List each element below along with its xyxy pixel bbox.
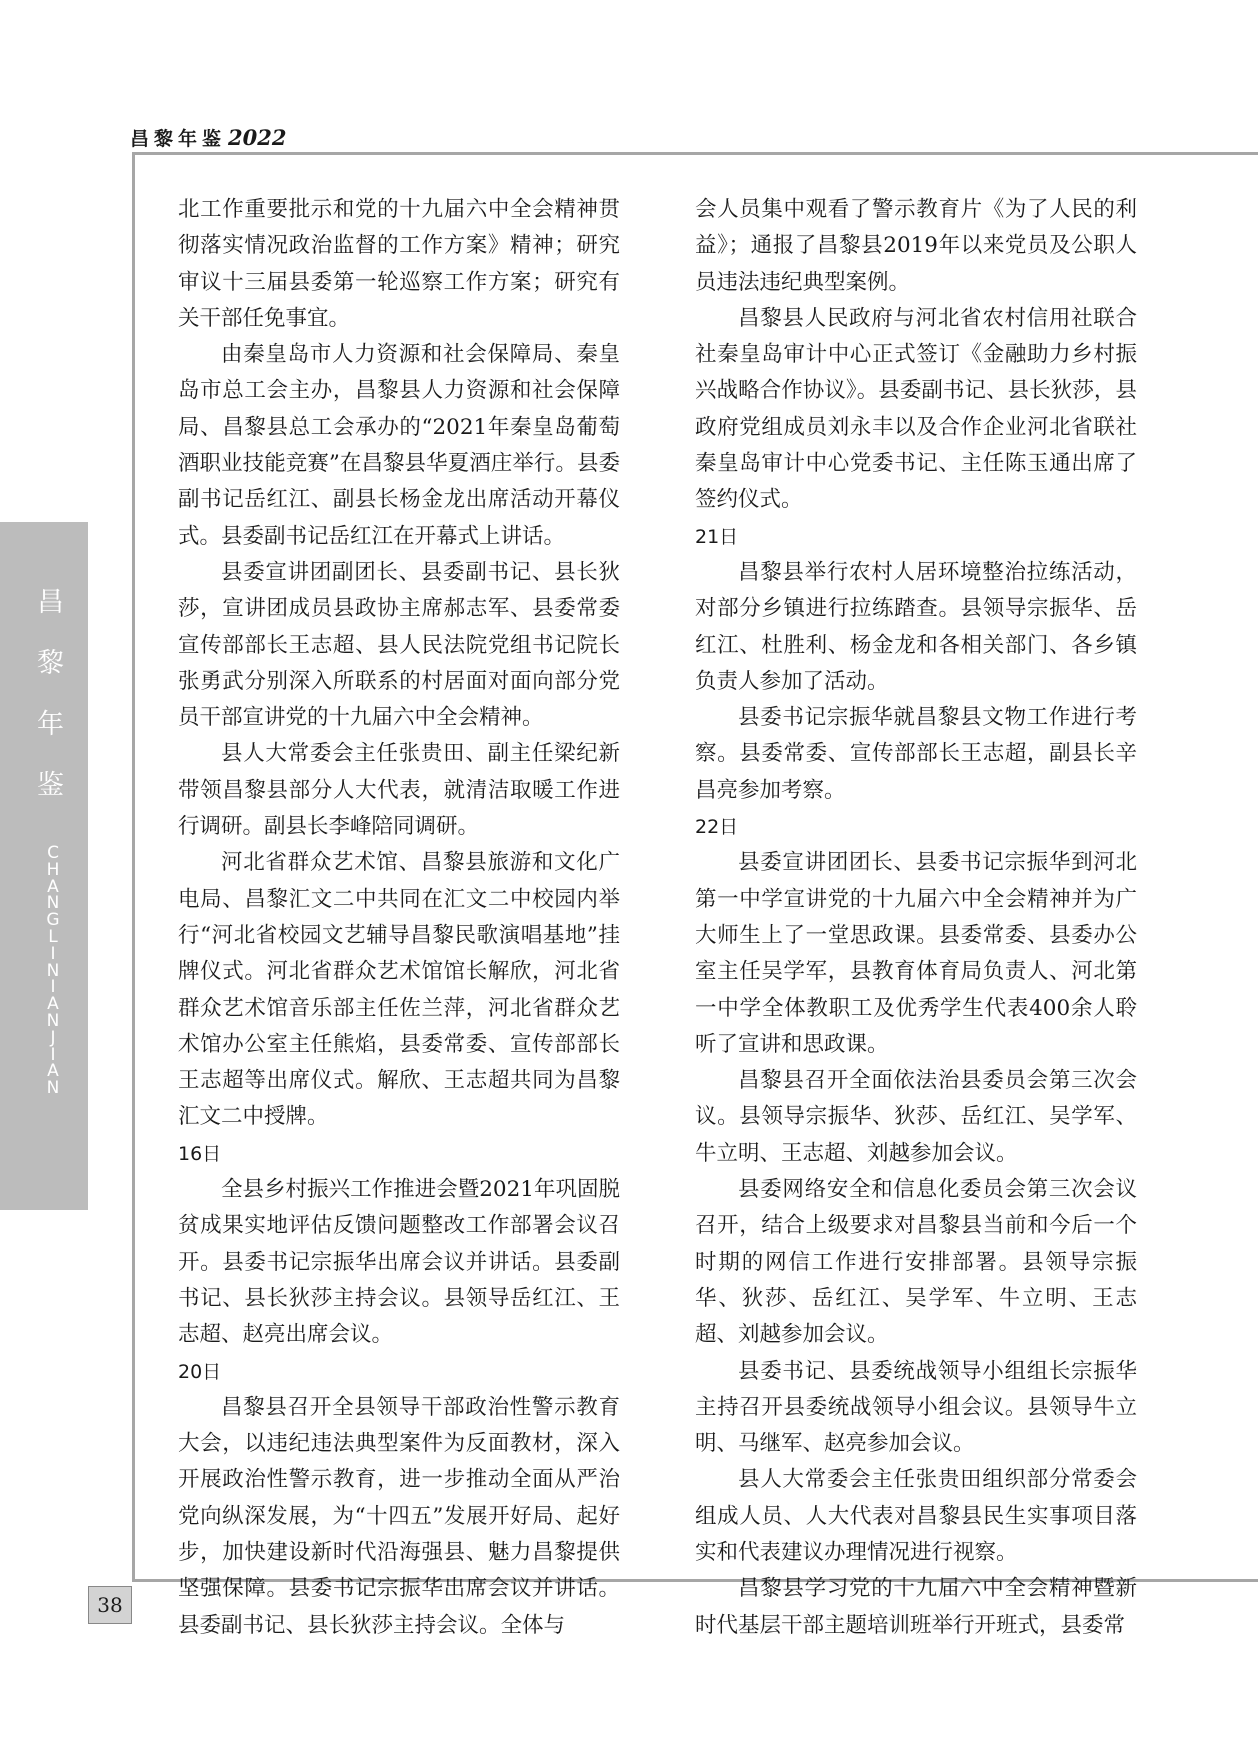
date-heading: 20日 xyxy=(178,1360,222,1383)
side-tab-title-char: 鉴 xyxy=(37,770,64,801)
page-frame-top-rule xyxy=(132,152,1258,155)
side-tab-pinyin-letter: N xyxy=(46,1010,60,1031)
running-header-year: 2022 xyxy=(228,125,287,150)
page-frame-left-rule xyxy=(132,152,135,1582)
side-tab-pinyin-letter: H xyxy=(46,859,60,880)
date-heading: 16日 xyxy=(178,1142,222,1165)
paragraph: 县委网络安全和信息化委员会第三次会议召开，结合上级要求对昌黎县当前和今后一个时期的网信工作进行安排部署。县领导宗振华、狄莎、岳红江、吴学军、牛立明、王志超、刘越参加会议。 xyxy=(695,1177,1137,1348)
paragraph: 县人大常委会主任张贵田组织部分常委会组成人员、人大代表对昌黎县民生实事项目落实和代表建议办理情况进行视察。 xyxy=(695,1467,1137,1565)
left-text-column xyxy=(178,192,620,1644)
paragraph: 县委书记宗振华就昌黎县文物工作进行考察。县委常委、宣传部部长王志超，副县长辛昌亮参加考察。 xyxy=(695,705,1137,803)
side-tab-pinyin-letter: J xyxy=(50,1027,56,1048)
paragraph: 全县乡村振兴工作推进会暨2021年巩固脱贫成果实地评估反馈问题整改工作部署会议召开。县委书记宗振华出席会议并讲话。县委副书记、县长狄莎主持会议。县领导岳红江、王志超、赵亮出席会议。 xyxy=(178,1177,620,1348)
paragraph: 昌黎县举行农村人居环境整治拉练活动，对部分乡镇进行拉练踏查。县领导宗振华、岳红江、杜胜利、杨金龙和各相关部门、各乡镇负责人参加了活动。 xyxy=(695,559,1137,694)
paragraph: 河北省群众艺术馆、昌黎县旅游和文化广电局、昌黎汇文二中共同在汇文二中校园内举行“河北省校园文艺辅导昌黎民歌演唱基地”挂牌仪式。河北省群众艺术馆馆长解欣，河北省群众艺术馆音乐部主任佐兰萍，河北省群众艺术馆办公室主任熊焰，县委常委、宣传部部长王志超等出席仪式。解欣、王志超共同为昌黎汇文二中授牌。 xyxy=(178,850,620,1130)
paragraph: 由秦皇岛市人力资源和社会保障局、秦皇岛市总工会主办，昌黎县人力资源和社会保障局、昌黎县总工会承办的“2021年秦皇岛葡萄酒职业技能竞赛”在昌黎县华夏酒庄举行。县委副书记岳红江、副县长杨金龙出席活动开幕仪式。县委副书记岳红江在开幕式上讲话。 xyxy=(178,342,620,549)
side-tab-title-char: 年 xyxy=(37,709,64,740)
paragraph: 昌黎县人民政府与河北省农村信用社联合社秦皇岛审计中心正式签订《金融助力乡村振兴战略合作协议》。县委副书记、县长狄莎，县政府党组成员刘永丰以及合作企业河北省联社秦皇岛审计中心党委书记、主任陈玉通出席了签约仪式。 xyxy=(695,305,1137,513)
side-tab-pinyin-letter: A xyxy=(47,994,59,1015)
running-header-title: 昌黎年鉴 xyxy=(130,128,227,150)
page-number: 38 xyxy=(88,1586,132,1624)
side-tab-pinyin-letter: A xyxy=(47,1061,59,1082)
paragraph: 昌黎县学习党的十九届六中全会精神暨新时代基层干部主题培训班举行开班式，县委常 xyxy=(695,1576,1137,1638)
paragraph: 县委宣讲团团长、县委书记宗振华到河北第一中学宣讲党的十九届六中全会精神并为广大师生上了一堂思政课。县委常委、县委办公室主任吴学军，县教育体育局负责人、河北第一中学全体教职工及优秀学生代表400余人聆听了宣讲和思政课。 xyxy=(695,850,1137,1057)
paragraph: 县人大常委会主任张贵田、副主任梁纪新带领昌黎县部分人大代表，就清洁取暖工作进行调研。副县长李峰陪同调研。 xyxy=(178,741,620,840)
side-tab-title-char: 昌 xyxy=(37,587,64,618)
paragraph: 县委书记、县委统战领导小组组长宗振华主持召开县委统战领导小组会议。县领导牛立明、马继军、赵亮参加会议。 xyxy=(695,1358,1137,1457)
side-tab-pinyin-letter: L xyxy=(48,926,58,947)
paragraph: 昌黎县召开全面依法治县委员会第三次会议。县领导宗振华、狄莎、岳红江、吴学军、牛立明、王志超、刘越参加会议。 xyxy=(695,1068,1137,1166)
side-tab-title-char: 黎 xyxy=(37,648,64,679)
side-tab-pinyin-letter: G xyxy=(46,910,60,931)
side-tab-pinyin-letter: N xyxy=(46,893,60,914)
side-tab-pinyin-letter: I xyxy=(50,943,56,964)
date-heading: 22日 xyxy=(695,816,739,839)
paragraph: 北工作重要批示和党的十九届六中全会精神贯彻落实情况政治监督的工作方案》精神；研究审议十三届县委第一轮巡察工作方案；研究有关干部任免事宜。 xyxy=(178,197,620,331)
side-tab-pinyin-letter: I xyxy=(50,977,56,998)
paragraph: 县委宣讲团副团长、县委副书记、县长狄莎，宣讲团成员县政协主席郝志军、县委常委宣传部部长王志超、县人民法院党组书记院长张勇武分别深入所联系的村居面对面向部分党员干部宣讲党的十九届六中全会精神。 xyxy=(178,559,620,731)
side-tab-pinyin-letter: N xyxy=(46,1078,60,1099)
side-tab-pinyin-letter: A xyxy=(47,876,59,897)
paragraph: 昌黎县召开全县领导干部政治性警示教育大会，以违纪违法典型案件为反面教材，深入开展政治性警示教育，进一步推动全面从严治党向纵深发展，为“十四五”发展开好局、起好步，加快建设新时代沿海强县、魅力昌黎提供坚强保障。县委书记宗振华出席会议并讲话。县委副书记、县长狄莎主持会议。全体与 xyxy=(178,1394,620,1638)
side-tab-pinyin xyxy=(43,845,63,1097)
date-heading: 21日 xyxy=(695,525,739,548)
side-tab-pinyin-letter: N xyxy=(46,960,60,981)
side-tab-pinyin-letter: C xyxy=(47,843,59,863)
right-text-column xyxy=(695,192,1137,1644)
side-tab-pinyin-letter: I xyxy=(50,1044,56,1065)
side-tab-title xyxy=(37,588,65,832)
paragraph: 会人员集中观看了警示教育片《为了人民的利益》；通报了昌黎县2019年以来党员及公职人员违法违纪典型案例。 xyxy=(695,197,1137,295)
running-header xyxy=(130,124,286,151)
